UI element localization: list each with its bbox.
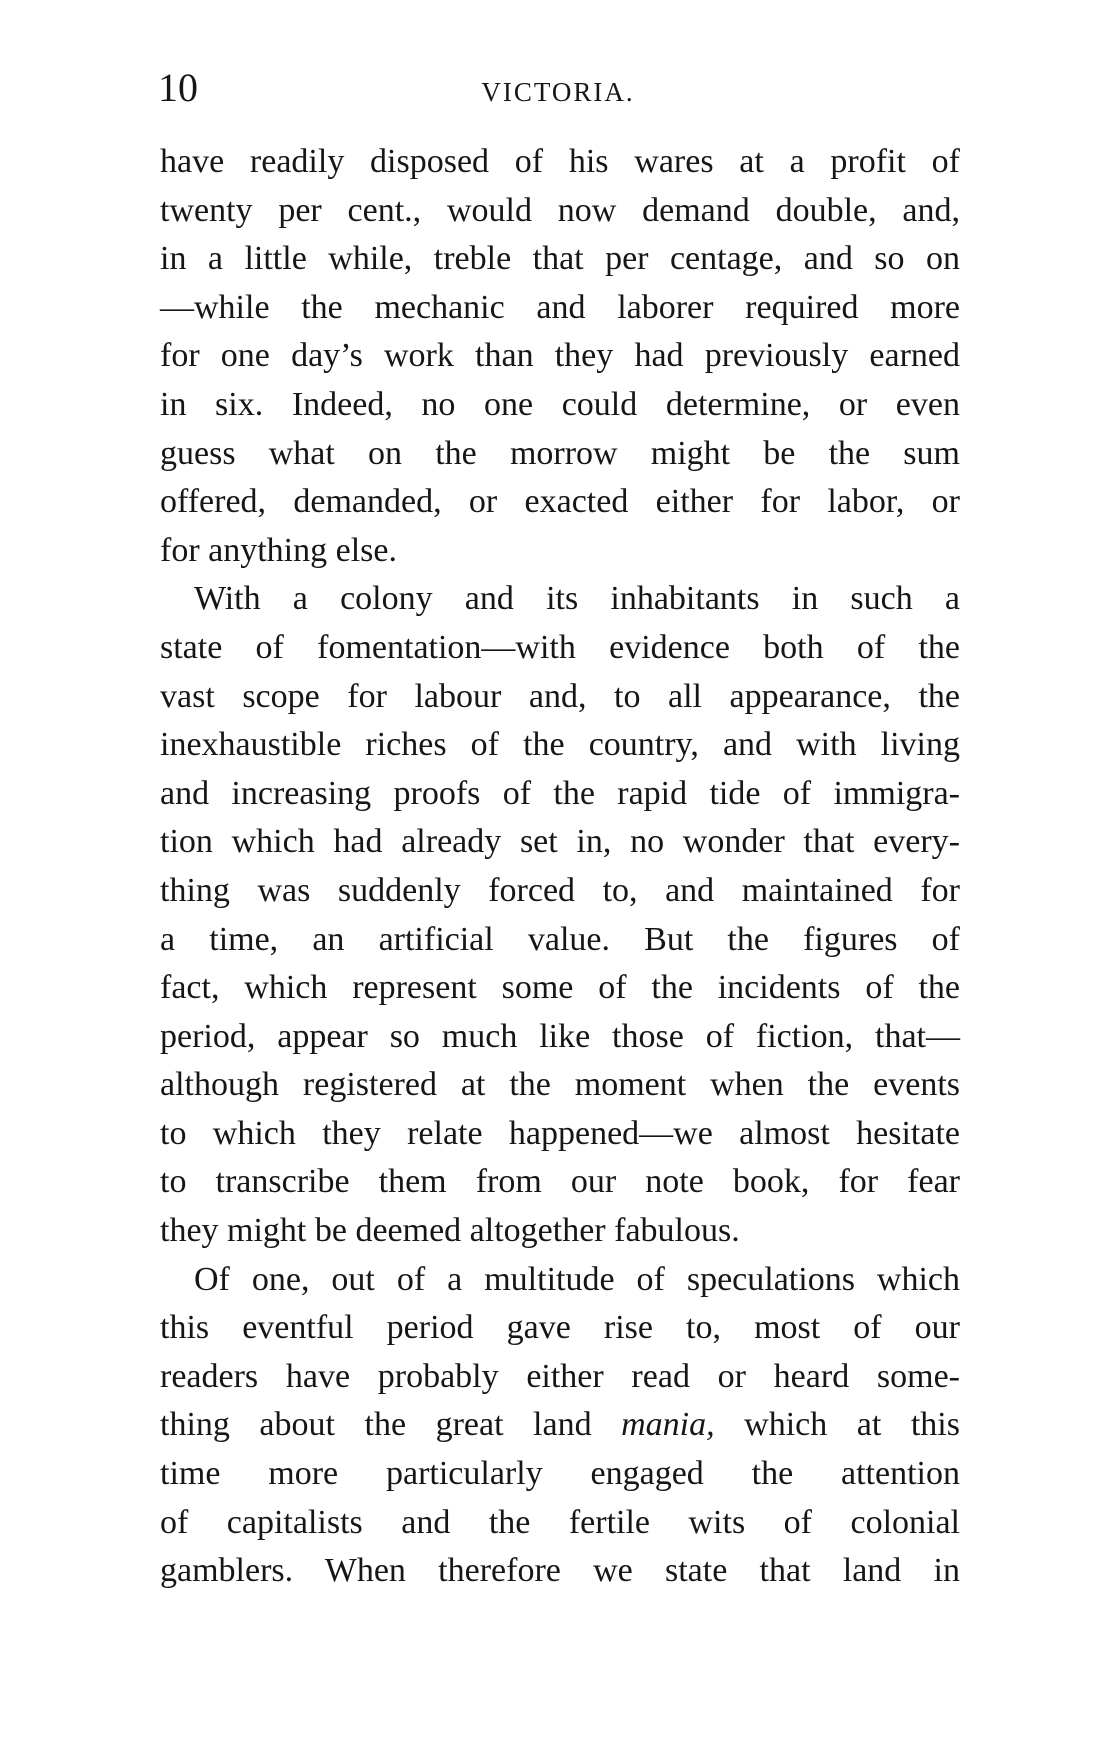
text-line: thing was suddenly forced to, and maintained for (160, 871, 960, 909)
running-title: VICTORIA. (481, 77, 635, 107)
text-line: inexhaustible riches of the country, and with living (160, 726, 960, 764)
text-line: period, appear so much like those of fiction, that— (160, 1017, 960, 1055)
text-line: With a colony and its inhabitants in such a (194, 580, 960, 618)
text-line: guess what on the morrow might be the sum (160, 434, 960, 472)
paragraph-1 (160, 138, 960, 575)
text-line-with-italic (160, 1401, 960, 1450)
text-line: a time, an artificial value. But the figures of (160, 920, 960, 958)
page-number: 10 (158, 65, 198, 110)
paragraph-2 (160, 575, 960, 1255)
text-line: readers have probably either read or heard some- (160, 1357, 960, 1395)
text-line: this eventful period gave rise to, most of our (160, 1309, 960, 1347)
text-line: vast scope for labour and, to all appearance, the (160, 677, 960, 715)
page-header (158, 58, 958, 118)
text-line: state of fomentation—with evidence both of the (160, 628, 960, 666)
text-line: time more particularly engaged the attention (160, 1455, 960, 1493)
text-line: have readily disposed of his wares at a profit of (160, 143, 960, 180)
text-line: gamblers. When therefore we state that land in (160, 1552, 960, 1590)
text-line: tion which had already set in, no wonder that every- (160, 823, 960, 861)
text-line: in six. Indeed, no one could determine, or even (160, 385, 960, 423)
italic-word: mania, (621, 1406, 715, 1444)
text-line: for one day’s work than they had previously earned (160, 337, 960, 375)
text-line: twenty per cent., would now demand double, and, (160, 191, 960, 229)
text-line: of capitalists and the fertile wits of colonial (160, 1503, 960, 1541)
text-line: for anything else. (160, 531, 397, 569)
text-line: to transcribe them from our note book, for fear (160, 1163, 960, 1201)
body-text (160, 138, 960, 1596)
text-line: offered, demanded, or exacted either for labor, or (160, 483, 960, 521)
paragraph-3 (160, 1256, 960, 1596)
text-line: —while the mechanic and laborer required more (160, 288, 960, 326)
text-line: in a little while, treble that per centage, and so on (160, 240, 960, 278)
text-line: and increasing proofs of the rapid tide of immigra- (160, 774, 960, 812)
text-fragment: thing about the great land (160, 1406, 622, 1444)
text-line: fact, which represent some of the incidents of the (160, 969, 960, 1007)
text-line: Of one, out of a multitude of speculations which (194, 1260, 960, 1298)
text-line: although registered at the moment when the events (160, 1066, 960, 1104)
text-fragment: which at this (714, 1406, 960, 1444)
text-line: they might be deemed altogether fabulous. (160, 1212, 740, 1250)
text-line: to which they relate happened—we almost hesitate (160, 1114, 960, 1152)
